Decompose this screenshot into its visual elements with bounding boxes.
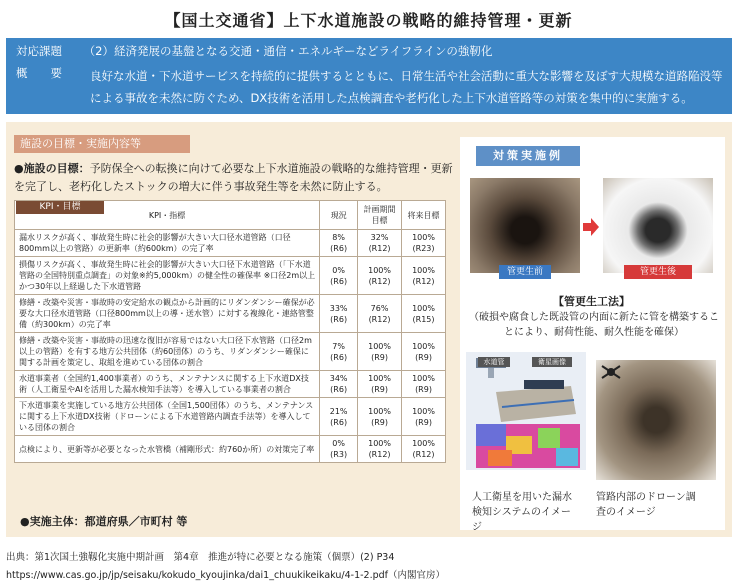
kpi-cell: 水道事業者（全国約1,400事業者）のうち、メンテナンスに関する上下水道DX技術（人工衛星やAIを活用した漏水検知手法等）を導入している事業者の割合 (15, 371, 320, 398)
after-label: 管更生後 (624, 265, 692, 279)
plan-cell (358, 333, 402, 371)
sat-label-pipe: 水道管 (478, 357, 510, 367)
future-cell (402, 333, 446, 371)
table-row (15, 436, 446, 463)
col-future: 将来目標 (402, 201, 446, 230)
pipe-before-photo (470, 178, 580, 273)
method-desc: （破損や腐食した既設管の内面に新たに管を構築することにより、耐荷性能、耐久性能を確保） (469, 312, 719, 338)
example-title: 対策実施例 (476, 146, 580, 166)
plan-cell-value: 100% (368, 406, 391, 416)
kpi-cell: 損傷リスクが高く、事故発生時に社会的影響が大きい大口径下水道管路（「下水道管路の全国特別重点調査」の対象※約5,000km）の健全性の確保率 ※口径2m以上かつ30年以上経過した下水道管路 (15, 257, 320, 295)
future-cell (402, 230, 446, 257)
future-cell-value: 100% (412, 406, 435, 416)
future-cell (402, 398, 446, 436)
future-cell-value: 100% (412, 233, 435, 242)
plan-cell-value: 100% (368, 374, 391, 383)
future-cell-year: (R23) (412, 244, 435, 253)
current-cell-year: (R6) (330, 244, 348, 253)
task-label: 対応課題 (16, 44, 62, 58)
table-row (15, 398, 446, 436)
current-cell-value: 8% (332, 233, 345, 242)
plan-cell (358, 398, 402, 436)
goal-label: ●施設の目標： (14, 162, 90, 175)
summary-box (6, 38, 732, 114)
plan-cell (358, 371, 402, 398)
current-cell-year: (R6) (330, 314, 348, 324)
pipe-after-photo (603, 178, 713, 273)
sat-label-image: 衛星画像 (532, 357, 572, 367)
future-cell (402, 371, 446, 398)
future-cell-year: (R9) (415, 417, 432, 427)
task-text: （2）経済発展の基盤となる交通・通信・エネルギーなどライフラインの強靭化 (83, 44, 493, 58)
current-cell-year: (R6) (330, 276, 348, 286)
plan-cell-year: (R9) (371, 385, 388, 394)
section-title: 施設の目標・実施内容等 (14, 135, 190, 153)
current-cell (320, 295, 358, 333)
current-cell-value: 21% (329, 406, 348, 416)
footer-source: 出典：第1次国土強靱化実施中期計画 第4章 推進が特に必要となる施策（個票）(2) P34 (6, 552, 395, 563)
future-cell-value: 100% (412, 374, 435, 383)
plan-cell-value: 76% (370, 303, 389, 313)
table-row (15, 257, 446, 295)
table-row (15, 371, 446, 398)
future-cell-year: (R12) (412, 450, 435, 459)
current-cell-year: (R3) (330, 450, 348, 459)
plan-cell-year: (R12) (368, 244, 391, 253)
current-cell (320, 398, 358, 436)
plan-cell (358, 257, 402, 295)
col-kpi: KPI・指標 (15, 201, 320, 230)
future-cell-year: (R12) (412, 276, 435, 286)
current-cell-year: (R6) (330, 417, 348, 427)
plan-cell-value: 100% (368, 341, 391, 351)
future-cell-value: 100% (412, 265, 435, 275)
future-cell-value: 100% (412, 341, 435, 351)
footer-url[interactable]: https://www.cas.go.jp/jp/seisaku/kokudo_kyoujinka/dai1_chuukikeikaku/4-1-2.pdf（内閣官房） (6, 570, 446, 581)
current-cell-value: 0% (332, 439, 345, 448)
plan-cell-value: 100% (368, 265, 391, 275)
plan-cell-year: (R12) (368, 314, 391, 324)
plan-cell-year: (R9) (371, 352, 388, 362)
plan-cell-year: (R12) (368, 276, 391, 286)
plan-cell-year: (R12) (368, 450, 391, 459)
future-cell-value: 100% (412, 303, 435, 313)
plan-cell (358, 436, 402, 463)
method-title: 【管更生工法】 (553, 295, 630, 308)
kpi-tag: KPI・目標 (16, 201, 104, 214)
drone-illustration (596, 360, 716, 480)
plan-cell-value: 32% (370, 233, 389, 242)
current-cell-value: 33% (329, 303, 348, 313)
before-label: 管更生前 (499, 265, 551, 279)
kpi-cell: 点検により、更新等が必要となった水管橋（補剛形式：約760か所）の対策完了率 (15, 436, 320, 463)
current-cell (320, 371, 358, 398)
current-cell (320, 230, 358, 257)
current-cell (320, 257, 358, 295)
drone-caption: 管路内部のドローン調査のイメージ (596, 492, 696, 518)
kpi-cell: 修繕・改築や災害・事故時の安定給水の観点から計画的にリダンダンシー確保が必要な大口径水道管路（口径800mm以上の導・送水管）に対する複線化・連絡管整備（約300km）の完了率 (15, 295, 320, 333)
satellite-caption: 人工衛星を用いた漏水検知システムのイメージ (472, 492, 572, 533)
future-cell (402, 257, 446, 295)
arrow-right-icon (583, 218, 599, 236)
goal-text (14, 160, 454, 196)
current-cell-value: 34% (329, 374, 348, 383)
current-cell (320, 333, 358, 371)
overview-text: 良好な水道・下水道サービスを持続的に提供するとともに、日常生活や社会活動に重大な影響を及ぼす大規模な道路陥没等による事故を未然に防ぐため、DX技術を活用した点検調査や老朽化した上下水道管路等の対策を集中的に実施する。 (90, 69, 723, 105)
future-cell (402, 295, 446, 333)
table-row (15, 295, 446, 333)
kpi-cell: 漏水リスクが高く、事故発生時に社会的影響が大きい大口径水道管路（口径800mm以上の管路）の更新率（約600km）の完了率 (15, 230, 320, 257)
current-cell (320, 436, 358, 463)
col-current: 現況 (320, 201, 358, 230)
future-cell-year: (R15) (412, 314, 435, 324)
current-cell-year: (R6) (330, 352, 348, 362)
future-cell-year: (R9) (415, 385, 432, 394)
table-row (15, 333, 446, 371)
table-row (15, 230, 446, 257)
page-title: 【国土交通省】上下水道施設の戦略的維持管理・更新 (164, 11, 573, 30)
kpi-cell: 下水道事業を実施している地方公共団体（全国1,500団体）のうち、メンテナンスに関する上下水道DX技術（ドローンによる下水道管路内調査手法等）を導入している団体の割合 (15, 398, 320, 436)
future-cell (402, 436, 446, 463)
overview-label: 概 要 (16, 66, 62, 80)
future-cell-value: 100% (412, 439, 435, 448)
plan-cell (358, 295, 402, 333)
col-plan: 計画期間目標 (358, 201, 402, 230)
current-cell-value: 0% (332, 265, 345, 275)
kpi-table (14, 200, 446, 463)
satellite-illustration (466, 352, 586, 470)
plan-cell-value: 100% (368, 439, 391, 448)
kpi-cell: 修繕・改築や災害・事故時の迅速な復旧が容易ではない大口径下水管路（口径2m以上の管路）を有する地方公共団体（約60団体）のうち、リダンダンシー確保に関する計画を策定し、取組を進めている団体の割合 (15, 333, 320, 371)
current-cell-year: (R6) (330, 385, 348, 394)
plan-cell (358, 230, 402, 257)
implementer: ●実施主体：都道府県／市町村 等 (20, 515, 188, 528)
goal-body: 予防保全への転換に向けて必要な上下水道施設の戦略的な維持管理・更新を完了し、老朽化したストックの増大に伴う事故発生等を未然に防止する。 (14, 162, 453, 193)
future-cell-year: (R9) (415, 352, 432, 362)
current-cell-value: 7% (332, 341, 345, 351)
plan-cell-year: (R9) (371, 417, 388, 427)
